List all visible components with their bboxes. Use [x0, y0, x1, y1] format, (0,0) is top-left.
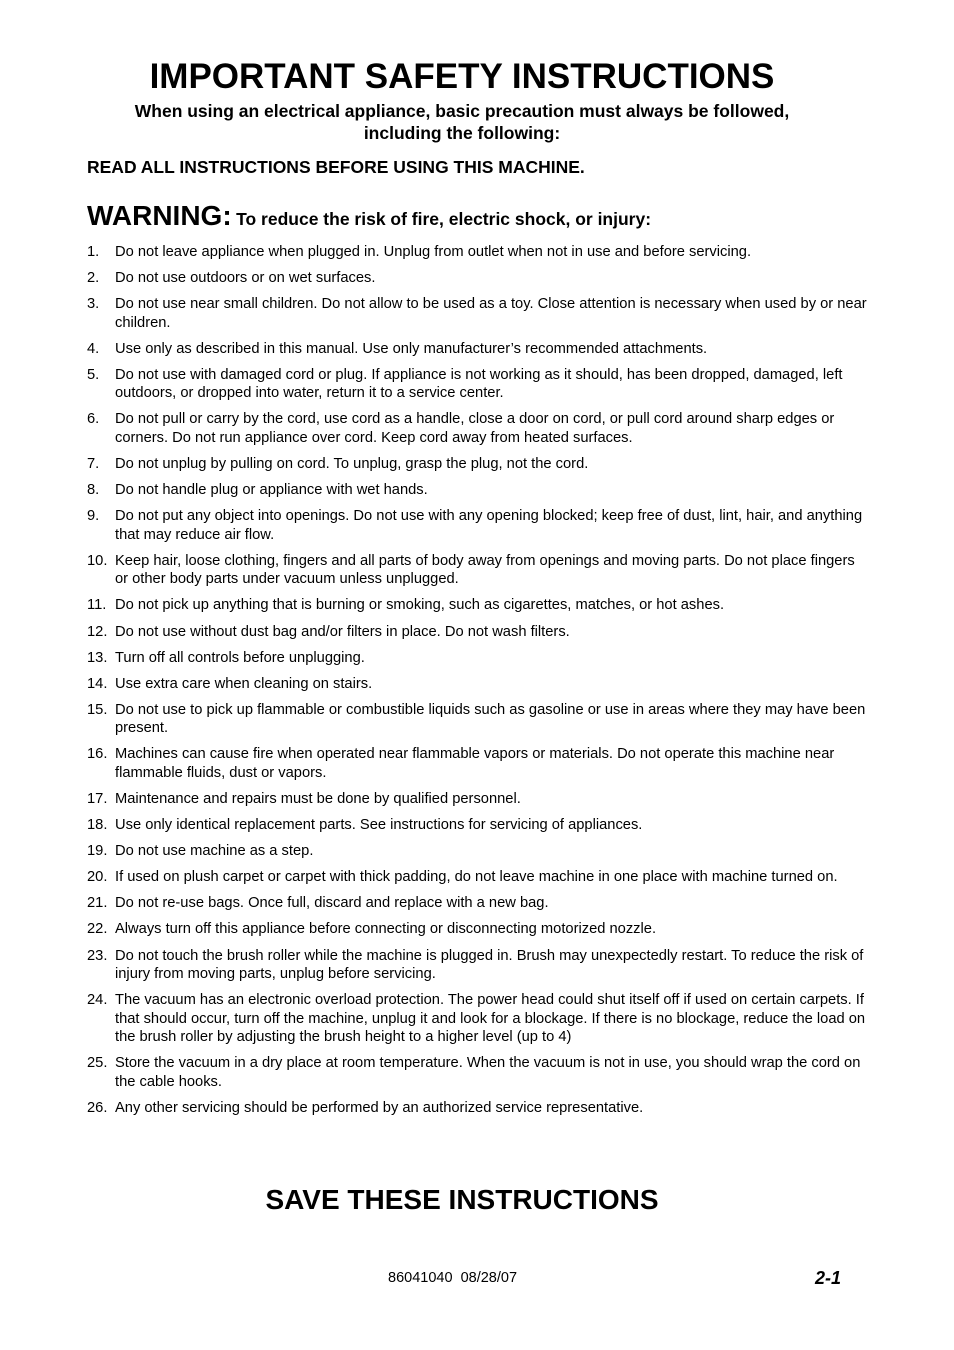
list-item-text: The vacuum has an electronic overload protection. The power head could shut itself off if used on certain carpets. If that should occur, turn off the machine, unplug it and look for a blockage. If there is no blockage, reduce the load on the brush roller by adjusting the brush height to a higher level (up to 4) — [115, 992, 866, 1046]
list-item-text: Any other servicing should be performed by an authorized service representative. — [115, 1099, 644, 1116]
list-item-number: 7. — [87, 456, 100, 473]
list-item-number: 3. — [87, 296, 100, 313]
list-item-text: Machines can cause fire when operated near flammable vapors or materials. Do not operate this machine near flammable fluids, dust or vapors. — [115, 746, 835, 781]
subtitle-line-2: including the following: — [363, 123, 561, 143]
list-item-text: Do not pull or carry by the cord, use cord as a handle, close a door on cord, or pull cord around sharp edges or corners. Do not run appliance over cord. Keep cord away from heated surfaces. — [115, 411, 835, 446]
list-item — [87, 455, 867, 474]
list-item-text: Do not pick up anything that is burning or smoking, such as cigarettes, matches, or hot ashes. — [115, 597, 725, 614]
list-item-number: 15. — [87, 701, 108, 718]
read-all-instructions: READ ALL INSTRUCTIONS BEFORE USING THIS MACHINE. — [87, 157, 585, 177]
list-item-number: 22. — [87, 921, 108, 938]
list-item-number: 18. — [87, 817, 108, 834]
list-item-text: Do not handle plug or appliance with wet hands. — [115, 482, 428, 499]
list-item — [87, 1054, 867, 1091]
warning-heading — [87, 197, 651, 240]
list-item-text: Always turn off this appliance before connecting or disconnecting motorized nozzle. — [115, 921, 657, 938]
list-item — [87, 623, 867, 642]
list-item-number: 2. — [87, 270, 100, 287]
list-item-number: 13. — [87, 649, 108, 666]
warning-label: WARNING: — [87, 200, 232, 231]
list-item-text: Store the vacuum in a dry place at room temperature. When the vacuum is not in use, you should wrap the cord on the cable hooks. — [115, 1055, 861, 1090]
list-item-text: Use extra care when cleaning on stairs. — [115, 675, 373, 692]
list-item-number: 24. — [87, 992, 108, 1009]
list-item — [87, 243, 867, 262]
list-item-text: If used on plush carpet or carpet with thick padding, do not leave machine in one place with machine turned on. — [115, 869, 838, 886]
list-item — [87, 552, 867, 589]
list-item — [87, 868, 867, 887]
list-item — [87, 947, 867, 984]
warning-text: To reduce the risk of fire, electric shock, or injury: — [236, 209, 652, 229]
list-item-number: 16. — [87, 746, 108, 763]
list-item-number: 5. — [87, 366, 100, 383]
document-number: 86041040 08/28/07 — [388, 1270, 518, 1286]
list-item — [87, 340, 867, 359]
list-item-number: 20. — [87, 869, 108, 886]
list-item-text: Do not touch the brush roller while the machine is plugged in. Brush may unexpectedly restart. To reduce the risk of injury from moving parts, unplug before servicing. — [115, 947, 864, 983]
list-item-text: Do not unplug by pulling on cord. To unplug, grasp the plug, not the cord. — [115, 456, 589, 473]
list-item-text: Do not put any object into openings. Do not use with any opening blocked; keep free of dust, lint, hair, and anything that may reduce air flow. — [115, 508, 863, 543]
list-item-number: 10. — [87, 552, 108, 569]
list-item — [87, 366, 867, 403]
list-item-text: Do not use to pick up flammable or combustible liquids such as gasoline or use in areas where they may have been present. — [115, 701, 866, 737]
list-item-number: 11. — [87, 597, 107, 614]
subtitle-line-1: When using an electrical appliance, basic precaution must always be followed, — [134, 101, 790, 121]
list-item-text: Use only identical replacement parts. See instructions for servicing of appliances. — [115, 817, 643, 834]
list-item — [87, 790, 867, 809]
list-item-text: Do not leave appliance when plugged in. Unplug from outlet when not in use and before servicing. — [115, 244, 752, 260]
list-item — [87, 816, 867, 835]
list-item-number: 17. — [87, 791, 108, 807]
list-item-number: 19. — [87, 843, 108, 860]
list-item — [87, 295, 867, 332]
list-item — [87, 596, 867, 615]
list-item — [87, 991, 867, 1047]
list-item — [87, 675, 867, 694]
list-item — [87, 701, 867, 738]
list-item-number: 14. — [87, 675, 108, 692]
list-item-text: Do not use without dust bag and/or filters in place. Do not wash filters. — [115, 623, 570, 640]
list-item — [87, 649, 867, 668]
list-item-text: Do not use with damaged cord or plug. If appliance is not working as it should, has been dropped, damaged, left outdoors, or dropped into water, return it to a service center. — [115, 366, 843, 402]
list-item-number: 9. — [87, 508, 100, 525]
list-item-number: 8. — [87, 482, 100, 499]
list-item — [87, 269, 867, 288]
list-item — [87, 745, 867, 782]
list-item-number: 23. — [87, 947, 108, 964]
list-item-text: Do not re-use bags. Once full, discard and replace with a new bag. — [115, 895, 549, 912]
page-title: IMPORTANT SAFETY INSTRUCTIONS — [149, 57, 775, 96]
list-item-text: Maintenance and repairs must be done by qualified personnel. — [115, 791, 521, 807]
list-item-text: Do not use near small children. Do not allow to be used as a toy. Close attention is necessary when used by or near children. — [115, 296, 867, 331]
list-item-number: 6. — [87, 411, 100, 428]
list-item-number: 12. — [87, 623, 108, 640]
list-item-number: 4. — [87, 340, 100, 357]
list-item-text: Keep hair, loose clothing, fingers and all parts of body away from openings and moving parts. Do not place fingers or other body parts under vacuum unless unplugged. — [115, 552, 855, 588]
list-item-number: 26. — [87, 1099, 108, 1116]
page-number: 2-1 — [815, 1268, 842, 1288]
list-item — [87, 481, 867, 500]
list-item — [87, 842, 867, 861]
list-item-number: 1. — [87, 244, 100, 260]
list-item-text: Turn off all controls before unplugging. — [115, 649, 365, 666]
list-item — [87, 920, 867, 939]
list-item-text: Use only as described in this manual. Use only manufacturer’s recommended attachments. — [115, 340, 708, 357]
list-item-text: Do not use machine as a step. — [115, 843, 314, 860]
list-item-number: 25. — [87, 1055, 108, 1072]
list-item — [87, 507, 867, 544]
list-item — [87, 1099, 867, 1118]
list-item-text: Do not use outdoors or on wet surfaces. — [115, 270, 376, 287]
list-item-number: 21. — [87, 895, 108, 912]
list-item — [87, 894, 867, 913]
list-item — [87, 410, 867, 447]
save-instructions-heading: SAVE THESE INSTRUCTIONS — [265, 1184, 659, 1215]
subtitle — [0, 100, 924, 144]
instruction-list — [87, 243, 867, 1125]
